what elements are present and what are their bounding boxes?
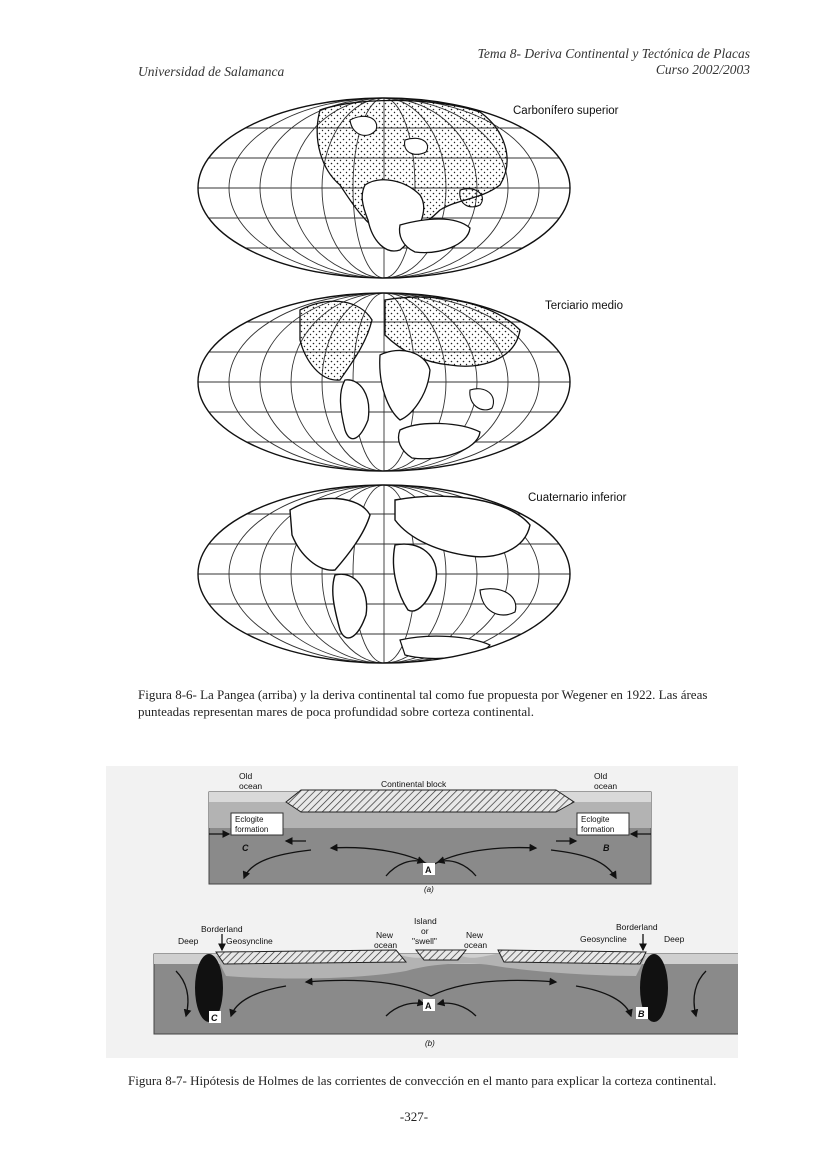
label-eclogite-right-2: formation [581,825,615,834]
figure-8-7-caption: Figura 8-7- Hipótesis de Holmes de las corrientes de convección en el manto para explicar la corteza continental. [128,1073,717,1088]
label-b-point-c: C [211,1013,218,1023]
label-eclogite-left-2: formation [235,825,269,834]
label-b-point-b: B [638,1009,645,1019]
label-panel-a: (a) [424,885,434,894]
figure-8-7 [106,766,738,1058]
label-old-ocean-right-1: Old [594,771,608,781]
label-geosyncline-left: Geosyncline [226,936,273,946]
label-borderland-right: Borderland [616,922,658,932]
map-label-carbonifero: Carbonífero superior [513,105,619,117]
map-label-cuaternario: Cuaternario inferior [528,492,627,504]
figure-8-6-caption: Figura 8-6- La Pangea (arriba) y la deriva continental tal como fue propuesta por Wegener en 1922. Las áreas punteadas representan mares de poca profundidad sobre corteza continental. [138,687,708,719]
label-eclogite-left-1: Eclogite [235,815,264,824]
label-island-3: "swell" [412,936,437,946]
label-a-point-c: C [242,843,249,853]
map-cuaternario [198,485,627,663]
label-new-ocean-right-1: New [466,930,484,940]
label-new-ocean-right-2: ocean [464,940,488,950]
label-a-point-b: B [603,843,610,853]
map-label-terciario: Terciario medio [545,300,623,312]
label-island-2: or [421,926,429,936]
label-island-1: Island [414,916,437,926]
label-new-ocean-left-1: New [376,930,394,940]
map-carbonifero [198,98,619,278]
label-a-point-a: A [425,865,432,875]
label-geosyncline-right: Geosyncline [580,934,627,944]
header-university: Universidad de Salamanca [138,64,285,79]
label-deep-left: Deep [178,936,199,946]
label-panel-b: (b) [425,1039,435,1048]
label-continental-block: Continental block [381,779,447,789]
label-eclogite-right-1: Eclogite [581,815,610,824]
label-old-ocean-left-1: Old [239,771,253,781]
map-terciario [198,293,623,471]
page-number: -327- [399,1109,429,1124]
header-title: Tema 8- Deriva Continental y Tectónica de Placas [477,46,750,61]
header-course: Curso 2002/2003 [655,62,750,77]
label-old-ocean-right-2: ocean [594,781,618,791]
label-old-ocean-left-2: ocean [239,781,263,791]
label-deep-right: Deep [664,934,685,944]
label-b-point-a: A [425,1001,432,1011]
label-new-ocean-left-2: ocean [374,940,398,950]
label-borderland-left: Borderland [201,924,243,934]
